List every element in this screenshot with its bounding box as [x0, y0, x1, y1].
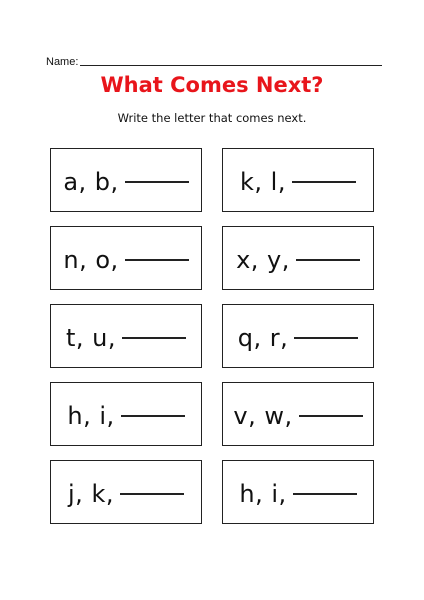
answer-blank[interactable]: [125, 259, 189, 261]
letter-sequence: q, r,: [237, 324, 289, 352]
answer-blank[interactable]: [296, 259, 360, 261]
exercise-card: [222, 226, 374, 290]
exercise-card: [50, 226, 202, 290]
exercise-card: [50, 382, 202, 446]
exercise-card: [222, 148, 374, 212]
answer-blank[interactable]: [292, 181, 356, 183]
exercise-card: [50, 148, 202, 212]
answer-blank[interactable]: [293, 493, 357, 495]
name-label: Name:: [46, 56, 79, 68]
exercise-grid: [50, 148, 374, 524]
answer-blank[interactable]: [121, 415, 185, 417]
answer-blank[interactable]: [294, 337, 358, 339]
exercise-card: [50, 304, 202, 368]
letter-sequence: x, y,: [236, 246, 290, 274]
letter-sequence: n, o,: [63, 246, 119, 274]
letter-sequence: k, l,: [240, 168, 286, 196]
letter-sequence: v, w,: [233, 402, 293, 430]
letter-sequence: h, i,: [67, 402, 115, 430]
exercise-card: [222, 304, 374, 368]
worksheet-title: What Comes Next?: [100, 73, 324, 97]
exercise-card: [222, 382, 374, 446]
letter-sequence: t, u,: [65, 324, 116, 352]
answer-blank[interactable]: [122, 337, 186, 339]
letter-sequence: j, k,: [68, 480, 114, 508]
letter-sequence: h, i,: [239, 480, 287, 508]
instruction-text: Write the letter that comes next.: [117, 111, 307, 125]
name-field[interactable]: [46, 52, 382, 68]
letter-sequence: a, b,: [63, 168, 119, 196]
answer-blank[interactable]: [120, 493, 184, 495]
answer-blank[interactable]: [125, 181, 189, 183]
answer-blank[interactable]: [299, 415, 363, 417]
name-line[interactable]: [80, 64, 382, 66]
exercise-card: [222, 460, 374, 524]
exercise-card: [50, 460, 202, 524]
